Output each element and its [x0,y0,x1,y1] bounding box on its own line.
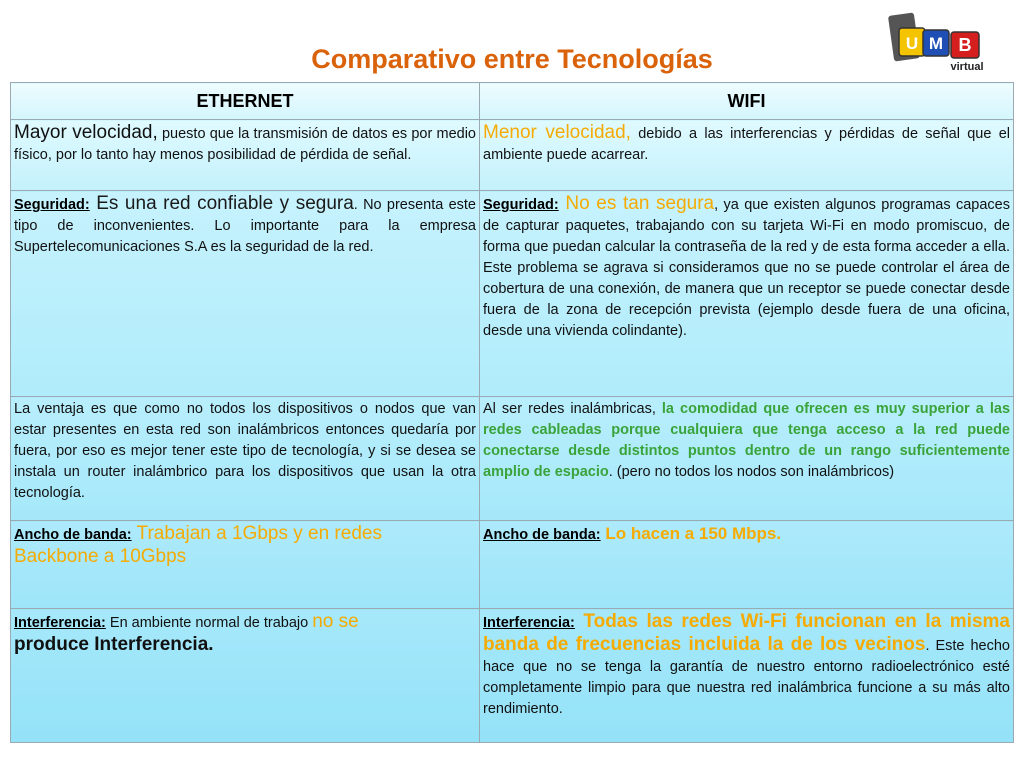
lead-text: Lo hacen a 150 Mbps. [600,524,782,543]
lead-text: Mayor velocidad, [14,122,158,143]
body-text: , ya que existen algunos programas capaces de capturar paquetes, trabajando con su tarjeta Wi-Fi en modo promiscuo, de forma que puedan calcular la contraseña de la red y de esta forma acceder a ella. Este problema se agrava si consideramos que no se puede controlar el área de cobertura de una conexión, de manera que un receptor se puede conectar desde fuera de la zona de recepción prevista (ejemplo desde fuera de una oficina, desde una vivienda colindante). [483,197,1010,339]
label-text: Ancho de banda: [14,527,132,543]
table-row-security [11,191,1014,397]
body-text: Al ser redes inalámbricas, [483,401,662,417]
lead-text: Es una red confiable y segura [89,193,354,214]
cell-ethernet-security [11,191,480,397]
cell-wifi-bandwidth [480,521,1014,609]
cell-wifi-security [480,191,1014,397]
body-text: . Este hecho hace que no se tenga la garantía de nuestro entorno radioelectrónico esté completamente limpio para que nuestra red inalámbrica funcione a su más alto rendimiento. [483,638,1010,717]
label-text: Seguridad: [483,197,559,213]
body-text: . (pero no todos los nodos son inalámbricos) [608,464,895,480]
label-text: Interferencia: [483,615,575,631]
header-ethernet: ETHERNET [11,83,480,120]
cell-wifi-speed [480,120,1014,191]
page-title: Comparativo entre Tecnologías [311,44,713,74]
cell-ethernet-advantage [11,397,480,521]
lead-text-2: produce Interferencia. [14,634,214,655]
logo-letter-m: M [928,34,944,53]
table-row-interference [11,609,1014,743]
table-row-advantage [11,397,1014,521]
lead-text: no se [312,611,359,632]
logo-letter-u: U [905,34,919,53]
body-text: . No presenta este tipo de inconvenientes. Lo importante para la empresa Supertelecomunicaciones S.A es la seguridad de la red. [14,197,476,255]
body-text: puesto que la transmisión de datos es por medio físico, por lo tanto hay menos posibilidad de pérdida de señal. [14,126,477,163]
lead-text: Menor velocidad, [483,122,631,143]
lead-text: Todas las redes Wi-Fi funcionan en la misma banda de frecuencias incluida la de los vecinos [483,611,1010,655]
label-text: Interferencia: [14,615,106,631]
lead-text: No es tan segura [558,193,715,214]
cell-ethernet-bandwidth [11,521,480,609]
logo-subtitle: virtual [950,61,984,73]
highlight-text: la comodidad que ofrecen es muy superior a las redes cableadas porque cualquiera que tenga acceso a la red puede conectarse desde distintos puntos dentro de un rango suficientemente amplio de espacio [483,401,1011,480]
cell-ethernet-interference [11,609,480,743]
body-text: debido a las interferencias y pérdidas de señal que el ambiente puede acarrear. [483,126,1010,163]
cell-wifi-advantage [480,397,1014,521]
label-text: Seguridad: [14,197,90,213]
lead-text: Trabajan a 1Gbps y en redes [131,523,382,544]
umb-virtual-logo [885,6,995,76]
label-text: Ancho de banda: [483,527,601,543]
cell-wifi-interference [480,609,1014,743]
lead-text-2: Backbone a 10Gbps [14,546,187,567]
table-row-bandwidth [11,521,1014,609]
comparison-table [10,82,1014,743]
body-text: En ambiente normal de trabajo [105,615,313,631]
cell-ethernet-speed [11,120,480,191]
table-row-speed [11,120,1014,191]
logo-letter-b: B [958,35,972,55]
header-row [11,83,1014,120]
header-wifi: WIFI [480,83,1014,120]
body-text: La ventaja es que como no todos los dispositivos o nodos que van estar presentes en esta red son inalámbricos entonces quedaría por fuera, por eso es mejor tener este tipo de tecnología, y si se desea se instala un router inalámbrico para los dispositivos que usan la otra tecnología. [14,401,476,501]
